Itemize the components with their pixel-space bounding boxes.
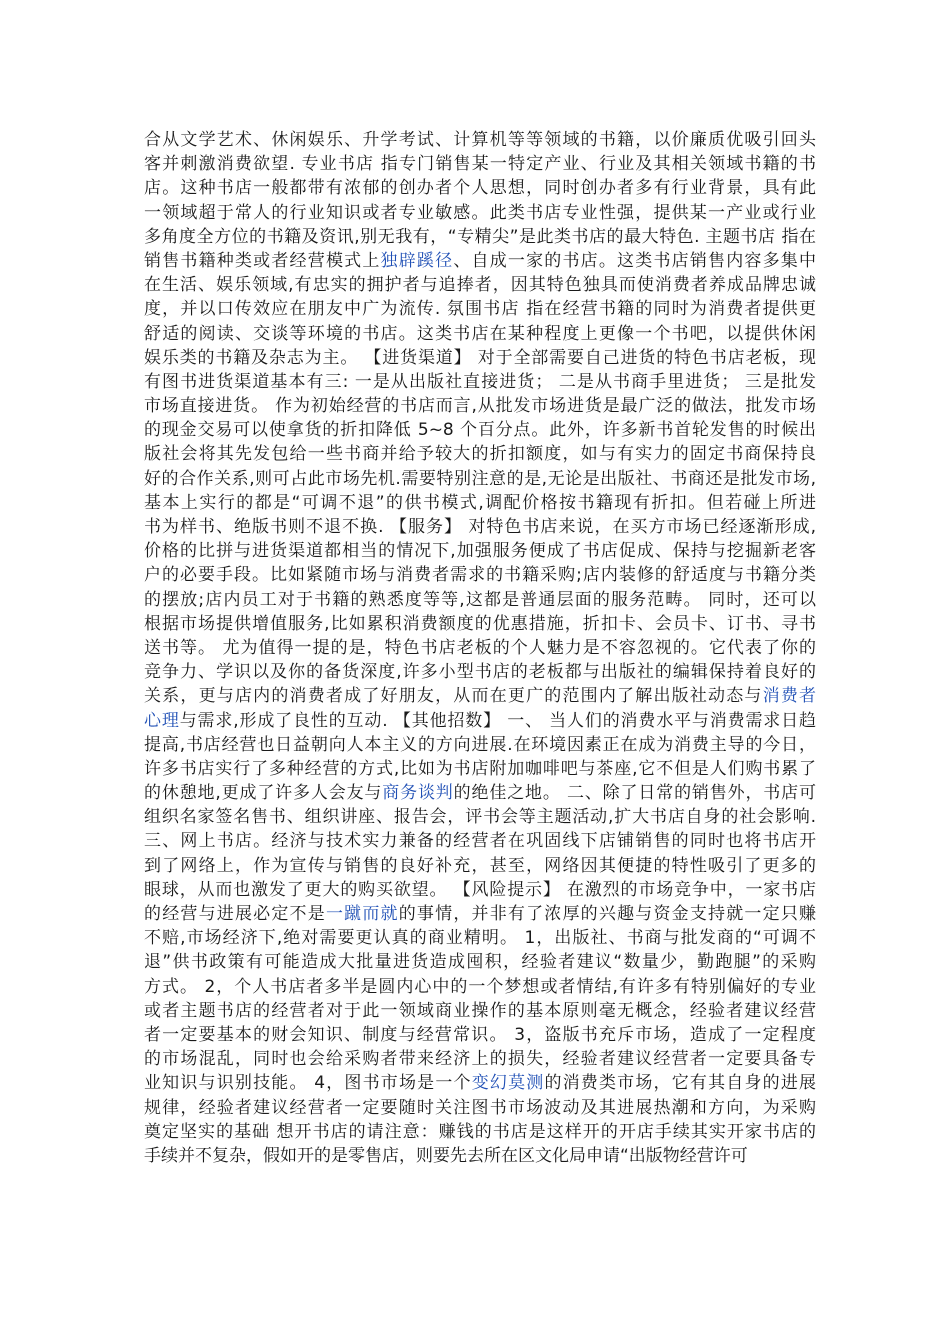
text-segment: 好的合作关系,则可占此市场先机.需要特别注意的是,无论是出版社、书商还是批发市场,: [144, 468, 816, 489]
text-line: [144, 733, 816, 757]
text-segment: 许多书店实行了多种经营的方式,比如为书店附加咖啡吧与茶座,它不但是人们购书累了: [144, 758, 816, 779]
text-line: [144, 563, 816, 587]
text-segment: 规律，经验者建议经营者一定要随时关注图书市场波动及其进展热潮和方向，为采购: [144, 1097, 816, 1118]
text-line: [144, 1120, 816, 1144]
text-segment: 根据市场提供增值服务,比如累积消费额度的优惠措施，折扣卡、会员卡、订书、寻书: [144, 613, 816, 634]
text-line: [144, 660, 816, 684]
text-line: [144, 902, 816, 926]
inline-link[interactable]: 消费者: [762, 686, 817, 707]
inline-link[interactable]: 商务谈判: [382, 783, 454, 804]
text-segment: 不赔,市场经济下,绝对需要更认真的商业精明。 1，出版社、书商与批发商的“可调不: [144, 928, 816, 949]
text-segment: 户的必要手段。比如紧随市场与消费者需求的书籍采购;店内装修的舒适度与书籍分类: [144, 565, 816, 586]
text-line: [144, 878, 816, 902]
text-segment: 或者主题书店的经营者对于此一领域商业操作的基本原则毫无概念，经验者建议经营: [144, 1000, 816, 1021]
text-segment: 的消费类市场，它有其自身的进展: [544, 1073, 816, 1094]
text-segment: 到了网络上，作为宣传与销售的良好补充，甚至，网络因其便捷的特性吸引了更多的: [144, 855, 816, 876]
text-segment: 退”供书政策有可能造成大批量进货造成囤积，经验者建议“数量少，勤跑腿”的采购: [144, 952, 816, 973]
text-line: [144, 829, 816, 853]
body-text: [144, 128, 816, 1168]
text-segment: 多角度全方位的书籍及资讯,别无我有，“专精尖”是此类书店的最大特色. 主题书店 指在: [144, 226, 816, 247]
text-line: [144, 975, 816, 999]
text-line: [144, 1071, 816, 1095]
text-segment: 合从文学艺术、休闲娱乐、升学考试、计算机等等领域的书籍，以价廉质优吸引回头: [144, 130, 816, 150]
text-segment: 奠定坚实的基础 想开书店的请注意：赚钱的书店是这样开的开店手续其实开家书店的: [144, 1121, 816, 1142]
text-line: [144, 781, 816, 805]
text-line: [144, 128, 816, 152]
text-line: [144, 346, 816, 370]
text-line: [144, 926, 816, 950]
text-line: [144, 1144, 816, 1168]
text-segment: 三、网上书店。经济与技术实力兼备的经营者在巩固线下店铺销售的同时也将书店开: [144, 831, 816, 852]
text-line: [144, 588, 816, 612]
text-line: [144, 273, 816, 297]
text-segment: 竞争力、学识以及你的备货深度,许多小型书店的老板都与出版社的编辑保持着良好的: [144, 662, 816, 683]
text-segment: 送书等。 尤为值得一提的是，特色书店老板的个人魅力是不容忽视的。它代表了你的: [144, 637, 816, 658]
text-line: [144, 467, 816, 491]
text-segment: 在生活、娱乐领域,有忠实的拥护者与追捧者，因其特色独具而使消费者养成品牌忠诚: [144, 275, 816, 296]
inline-link[interactable]: 一蹴而就: [325, 904, 399, 924]
text-line: [144, 442, 816, 466]
text-line: [144, 297, 816, 321]
text-line: [144, 418, 816, 442]
text-line: [144, 249, 816, 273]
text-line: [144, 636, 816, 660]
text-segment: 关系，更与店内的消费者成了好朋友，从而在更广的范围内了解出版社动态与: [144, 686, 763, 707]
text-line: [144, 709, 816, 733]
text-line: [144, 1047, 816, 1071]
text-line: [144, 854, 816, 878]
text-segment: 组织名家签名售书、组织讲座、报告会，评书会等主题活动,扩大书店自身的社会影响.: [144, 807, 816, 828]
text-line: [144, 1096, 816, 1120]
text-segment: 的休憩地,更成了许多人会友与: [144, 783, 383, 804]
text-segment: 基本上实行的都是“可调不退”的供书模式,调配价格按书籍现有折扣。但若碰上所进: [144, 492, 816, 513]
text-segment: 客并刺激消费欲望. 专业书店 指专门销售某一特定产业、行业及其相关领域书籍的书: [144, 154, 816, 175]
inline-link[interactable]: 独辟蹊径: [380, 250, 454, 271]
text-line: [144, 950, 816, 974]
text-segment: 的摆放;店内员工对于书籍的熟悉度等等,这都是普通层面的服务范畴。 同时，还可以: [144, 589, 816, 610]
text-line: [144, 394, 816, 418]
text-line: [144, 1023, 816, 1047]
text-line: [144, 757, 816, 781]
text-line: [144, 370, 816, 394]
inline-link[interactable]: 心理: [144, 710, 180, 731]
text-segment: 手续并不复杂，假如开的是零售店，则要先去所在区文化局申请“出版物经营许可: [144, 1145, 748, 1166]
text-line: [144, 684, 816, 708]
text-segment: 的事情，并非有了浓厚的兴趣与资金支持就一定只赚: [398, 904, 817, 924]
text-segment: 的绝佳之地。 二、除了日常的销售外，书店可: [453, 783, 817, 804]
text-segment: 与需求,形成了良性的互动. 【其他招数】 一、 当人们的消费水平与消费需求日趋: [179, 710, 816, 731]
text-segment: 价格的比拼与进货渠道都相当的情况下,加强服务便成了书店促成、保持与挖掘新老客: [144, 541, 816, 562]
text-segment: 度，并以口传效应在朋友中广为流传. 氛围书店 指在经营书籍的同时为消费者提供更: [144, 299, 816, 320]
text-segment: 版社会将其先发包给一些书商并给予较大的折扣额度，如与有实力的固定书商保持良: [144, 444, 816, 465]
text-segment: 的现金交易可以使拿货的折扣降低 5~8 个百分点。此外，许多新书首轮发售的时候出: [144, 420, 816, 441]
text-line: [144, 805, 816, 829]
text-line: [144, 539, 816, 563]
text-segment: 者一定要基本的财会知识、制度与经营常识。 3，盗版书充斥市场，造成了一定程度: [144, 1024, 816, 1045]
text-segment: 、自成一家的书店。这类书店销售内容多集中: [453, 250, 817, 271]
text-line: [144, 491, 816, 515]
text-segment: 业知识与识别技能。 4，图书市场是一个: [144, 1073, 472, 1094]
text-line: [144, 176, 816, 200]
text-segment: 的经营与进展必定不是: [144, 904, 326, 924]
text-line: [144, 999, 816, 1023]
text-line: [144, 612, 816, 636]
text-segment: 有图书进货渠道基本有三: 一是从出版社直接进货； 二是从书商手里进货； 三是批发: [144, 371, 816, 392]
text-segment: 市场直接进货。 作为初始经营的书店而言,从批发市场进货是最广泛的做法，批发市场: [144, 396, 816, 417]
text-segment: 方式。 2，个人书店者多半是圆内心中的一个梦想或者情结,有许多有特别偏好的专业: [144, 976, 816, 997]
text-line: [144, 225, 816, 249]
text-segment: 一领域超于常人的行业知识或者专业敏感。此类书店专业性强，提供某一产业或行业: [144, 202, 816, 223]
text-segment: 销售书籍种类或者经营模式上: [144, 250, 381, 271]
text-segment: 的市场混乱，同时也会给采购者带来经济上的损失，经验者建议经营者一定要具备专: [144, 1049, 816, 1070]
text-segment: 书为样书、绝版书则不退不换. 【服务】 对特色书店来说，在买方市场已经逐渐形成,: [144, 517, 816, 537]
text-segment: 提高,书店经营也日益朝向人本主义的方向进展.在环境因素正在成为消费主导的今日，: [144, 734, 816, 755]
text-segment: 娱乐类的书籍及杂志为主。 【进货渠道】 对于全部需要自己进货的特色书店老板，现: [144, 347, 816, 368]
text-line: [144, 515, 816, 539]
inline-link[interactable]: 变幻莫测: [471, 1073, 545, 1094]
text-line: [144, 201, 816, 225]
text-segment: 店。这种书店一般都带有浓郁的创办者个人思想，同时创办者多有行业背景，具有此: [144, 178, 816, 199]
text-segment: 眼球，从而也激发了更大的购买欲望。 【风险提示】 在激烈的市场竞争中，一家书店: [144, 879, 816, 900]
text-segment: 舒适的阅读、交谈等环境的书店。这类书店在某种程度上更像一个书吧，以提供休闲: [144, 323, 816, 344]
text-line: [144, 152, 816, 176]
text-line: [144, 322, 816, 346]
